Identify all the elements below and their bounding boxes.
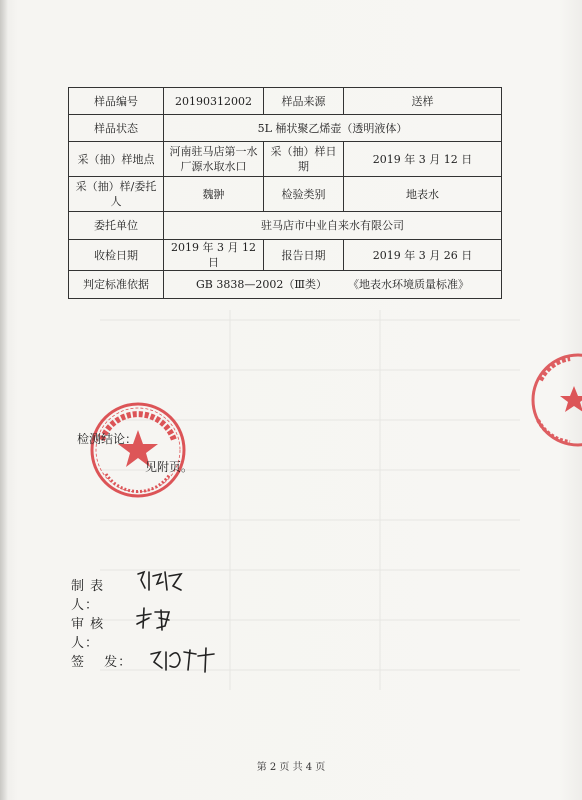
issuer-signature	[148, 646, 218, 674]
issuer-row	[71, 651, 133, 670]
show-through-lines	[100, 310, 520, 690]
reviewer-signature	[135, 606, 175, 632]
report-date-value: 2019 年 3 月 26 日	[344, 240, 502, 271]
sample-id-value: 20190312002	[164, 88, 264, 115]
table-row	[69, 115, 502, 142]
sampling-date-label: 采（抽）样日期	[264, 142, 344, 177]
table-row	[69, 271, 502, 299]
sampling-location-label: 采（抽）样地点	[69, 142, 164, 177]
sampling-location-value: 河南驻马店第一水厂源水取水口	[164, 142, 264, 177]
issuer-label: 签 发：	[71, 655, 133, 670]
conclusion-value: 见附页。	[145, 460, 194, 474]
sampler-label: 采（抽）样/委托人	[69, 177, 164, 212]
sample-source-label: 样品来源	[264, 88, 344, 115]
sample-status-label: 样品状态	[69, 115, 164, 142]
preparer-signature	[135, 568, 185, 594]
sample-source-value: 送样	[344, 88, 502, 115]
reviewer-label: 审 核 人：	[71, 617, 105, 651]
table-row	[69, 240, 502, 271]
inspection-seal-stamp	[88, 400, 188, 500]
standard-value: GB 3838—2002（Ⅲ类） 《地表水环境质量标准》	[164, 271, 502, 299]
report-date-label: 报告日期	[264, 240, 344, 271]
preparer-row	[71, 575, 133, 613]
client-label: 委托单位	[69, 212, 164, 240]
sample-status-value: 5L 桶状聚乙烯壶（透明液体）	[164, 115, 502, 142]
page-edge-shadow	[0, 0, 8, 800]
table-row	[69, 142, 502, 177]
client-value: 驻马店市中业自来水有限公司	[164, 212, 502, 240]
page-number: 第 2 页 共 4 页	[256, 762, 326, 773]
sample-info-table	[68, 87, 502, 299]
table-row	[69, 88, 502, 115]
preparer-label: 制 表 人：	[71, 579, 105, 613]
received-date-value: 2019 年 3 月 12 日	[164, 240, 264, 271]
sample-id-label: 样品编号	[69, 88, 164, 115]
received-date-label: 收检日期	[69, 240, 164, 271]
sampler-value: 魏翀	[164, 177, 264, 212]
side-seal-stamp	[530, 350, 582, 450]
standard-label: 判定标准依据	[69, 271, 164, 299]
inspection-type-label: 检验类别	[264, 177, 344, 212]
table-row	[69, 212, 502, 240]
sampling-date-value: 2019 年 3 月 12 日	[344, 142, 502, 177]
conclusion-label: 检测结论：	[77, 432, 138, 446]
inspection-type-value: 地表水	[344, 177, 502, 212]
table-row	[69, 177, 502, 212]
reviewer-row	[71, 613, 133, 651]
